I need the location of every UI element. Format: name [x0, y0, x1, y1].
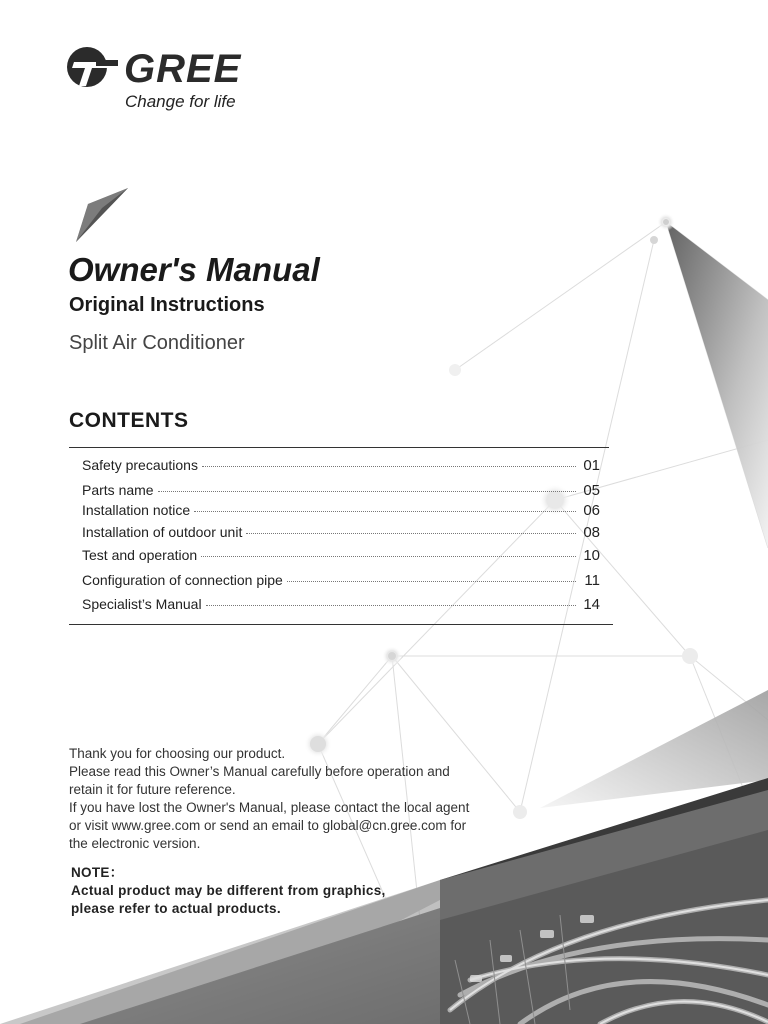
toc-leader-dots: [194, 499, 576, 512]
toc-item-page: 05: [583, 482, 600, 499]
note-line: please refer to actual products.: [71, 901, 281, 916]
note-line: Actual product may be different from graphics,: [71, 883, 386, 898]
intro-line: or visit www.gree.com or send an email to global@cn.gree.com for: [69, 818, 467, 833]
intro-line: If you have lost the Owner's Manual, please contact the local agent: [69, 800, 470, 815]
toc-item-label: Specialist’s Manual: [82, 596, 202, 612]
toc-item-label: Configuration of connection pipe: [82, 572, 283, 588]
brand-tagline: Change for life: [125, 92, 236, 111]
brand-name: GREE: [124, 47, 242, 91]
intro-line: Thank you for choosing our product.: [69, 746, 286, 761]
toc-item[interactable]: [82, 500, 600, 520]
product-name: Split Air Conditioner: [69, 332, 245, 354]
toc-item-label: Parts name: [82, 482, 154, 498]
page-title: Owner's Manual: [68, 251, 320, 288]
toc-leader-dots: [202, 454, 576, 467]
toc-item[interactable]: [82, 570, 600, 590]
toc-item-page: 14: [583, 596, 600, 613]
intro-line: the electronic version.: [69, 836, 201, 851]
toc-leader-dots: [158, 479, 576, 492]
toc-item-label: Test and operation: [82, 547, 198, 563]
toc-item[interactable]: [82, 480, 600, 500]
intro-text: [69, 745, 509, 853]
toc-item-page: 08: [583, 524, 600, 541]
contents-bottom-divider: [69, 624, 613, 625]
contents-heading: CONTENTS: [69, 409, 189, 432]
toc-item[interactable]: [82, 455, 600, 475]
note-block: [71, 864, 491, 918]
gree-logo-mark-icon: [66, 46, 118, 88]
toc-item-page: 10: [583, 547, 600, 564]
toc-item-page: 06: [583, 502, 600, 519]
toc-leader-dots: [246, 521, 576, 534]
intro-line: retain it for future reference.: [69, 782, 236, 797]
note-label: NOTE：: [71, 865, 124, 880]
diamond-icon: [74, 188, 130, 244]
toc-item-label: Installation of outdoor unit: [82, 524, 243, 540]
intro-line: Please read this Owner’s Manual carefully before operation and: [69, 764, 450, 779]
contents-top-divider: [69, 447, 609, 448]
toc-leader-dots: [287, 569, 576, 582]
page-subtitle: Original Instructions: [69, 294, 265, 316]
toc-item-page: 11: [584, 572, 600, 589]
toc-leader-dots: [201, 544, 576, 557]
toc-item[interactable]: [82, 594, 600, 614]
gree-logo: [66, 46, 296, 112]
toc-item-label: Safety precautions: [82, 457, 198, 473]
toc-leader-dots: [206, 593, 576, 606]
toc-item[interactable]: [82, 545, 600, 565]
toc-item-label: Installation notice: [82, 502, 191, 518]
toc-item[interactable]: [82, 522, 600, 542]
toc-item-page: 01: [583, 457, 600, 474]
